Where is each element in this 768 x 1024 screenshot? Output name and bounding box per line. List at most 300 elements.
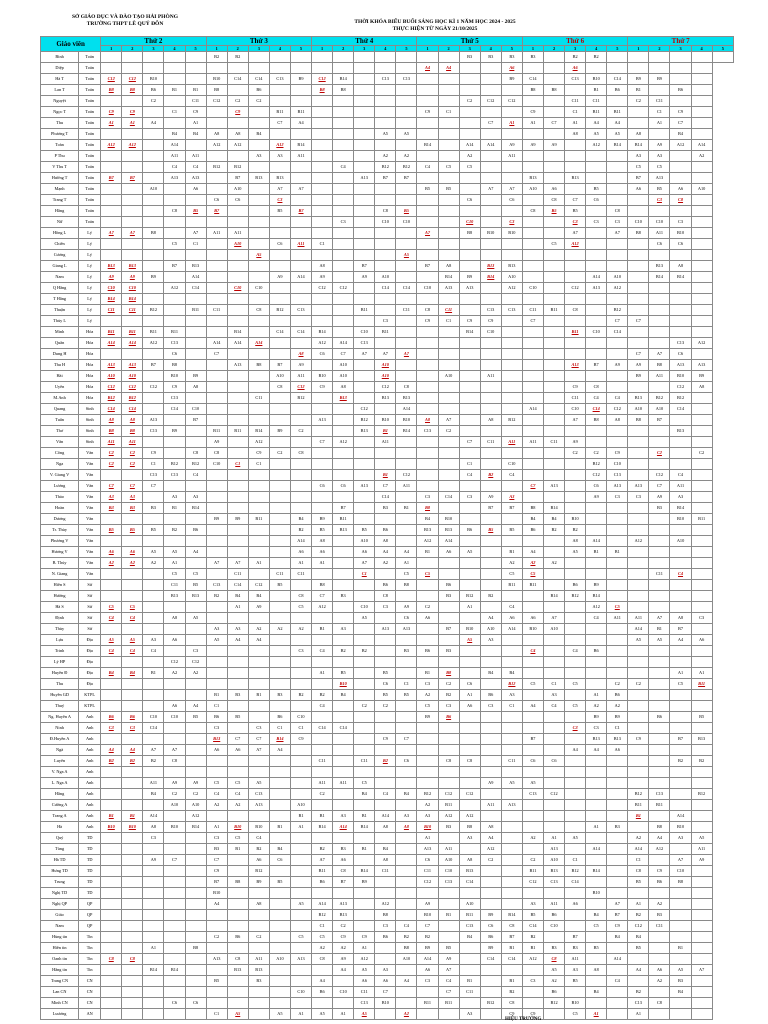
period-cell [480, 756, 501, 767]
period-cell: B4 [628, 932, 649, 943]
period-cell: C11 [543, 437, 564, 448]
period-cell: B7 [333, 877, 354, 888]
period-cell [670, 745, 691, 756]
teacher-name: Trinh [41, 646, 79, 657]
period-cell: A6 [333, 855, 354, 866]
period-cell: A4 [269, 745, 290, 756]
period-cell: C14 [480, 954, 501, 965]
period-cell [101, 668, 122, 679]
period-cell [185, 954, 206, 965]
period-cell [522, 96, 543, 107]
period-cell [670, 316, 691, 327]
period-cell [248, 371, 269, 382]
teacher-row [41, 624, 734, 635]
period-cell: B12 [459, 591, 480, 602]
period-cell: C5 [185, 569, 206, 580]
period-cell: C4 [396, 921, 417, 932]
period-cell [480, 338, 501, 349]
period-cell [628, 668, 649, 679]
period-cell: C4 [501, 602, 522, 613]
period-cell [438, 96, 459, 107]
period-cell [101, 448, 122, 459]
period-cell [459, 844, 480, 855]
period-cell: A9 [185, 778, 206, 789]
period-cell: C6 [333, 481, 354, 492]
period-cell [122, 734, 143, 745]
period-cell: B13 [248, 173, 269, 184]
period-cell: B2 [396, 932, 417, 943]
period-cell [670, 52, 691, 63]
period-cell [206, 811, 227, 822]
period-cell: C7 [206, 855, 227, 866]
period-cell [248, 646, 269, 657]
period-cell: C5 [164, 239, 185, 250]
period-cell [333, 327, 354, 338]
period-cell [459, 635, 480, 646]
period-cell [649, 52, 670, 63]
period-cell: B14 [396, 426, 417, 437]
period-cell [248, 382, 269, 393]
period-cell [122, 85, 143, 96]
teacher-name: Ngà [41, 745, 79, 756]
period-cell: B7 [670, 624, 691, 635]
period-cell [206, 327, 227, 338]
period-cell [438, 613, 459, 624]
period-cell: C6 [649, 239, 670, 250]
teacher-row [41, 514, 734, 525]
period-cell: C14 [375, 283, 396, 294]
period-cell: B4 [333, 690, 354, 701]
period-cell [122, 668, 143, 679]
period-cell [101, 514, 122, 525]
teacher-row [41, 569, 734, 580]
period-cell [565, 712, 586, 723]
period-cell [312, 767, 333, 778]
period-cell [565, 63, 586, 74]
period-cell: A11 [480, 371, 501, 382]
teacher-name: V Thu T [41, 162, 79, 173]
period-cell [354, 162, 375, 173]
period-cell [290, 239, 311, 250]
period-cell [227, 976, 248, 987]
period-cell [312, 459, 333, 470]
period-cell: A8 [375, 822, 396, 833]
period-cell [164, 767, 185, 778]
period-cell [101, 525, 122, 536]
period-cell [122, 657, 143, 668]
period-cell [438, 228, 459, 239]
period-cell [122, 239, 143, 250]
period-cell [649, 305, 670, 316]
period-cell [333, 734, 354, 745]
period-cell: A13 [607, 481, 628, 492]
period-cell [459, 305, 480, 316]
period-cell: B6 [543, 910, 564, 921]
period-cell [354, 228, 375, 239]
period-cell: C12 [375, 382, 396, 393]
teacher-name: Thu H [41, 360, 79, 371]
period-cell: C7 [269, 118, 290, 129]
period-cell [290, 943, 311, 954]
period-cell [586, 371, 607, 382]
changed-class-mark: C14 [592, 406, 600, 411]
period-cell [670, 998, 691, 1009]
period-cell [185, 635, 206, 646]
period-cell: B14 [312, 822, 333, 833]
period-cell: A9 [143, 855, 164, 866]
teacher-name: Nam [41, 272, 79, 283]
period-cell [206, 910, 227, 921]
period-cell: A12 [248, 437, 269, 448]
period-cell: B8 [670, 877, 691, 888]
period-cell [269, 393, 290, 404]
period-cell: B10 [586, 888, 607, 899]
period-cell: A10 [227, 184, 248, 195]
period-cell [185, 206, 206, 217]
subject-name: Hóa [79, 371, 101, 382]
period-cell: B2 [333, 646, 354, 657]
period-cell: B2 [522, 932, 543, 943]
teacher-name: Huyền GD [41, 690, 79, 701]
period-cell [691, 811, 712, 822]
period-cell [670, 910, 691, 921]
period-cell [691, 921, 712, 932]
changed-class-mark: B8 [108, 428, 114, 433]
period-cell: C2 [248, 96, 269, 107]
period-cell [670, 206, 691, 217]
period-cell [164, 250, 185, 261]
period-cell [691, 525, 712, 536]
period-cell [417, 272, 438, 283]
changed-class-mark: B11 [128, 329, 136, 334]
period-cell: C3 [522, 976, 543, 987]
period-cell [607, 657, 628, 668]
period-cell [248, 888, 269, 899]
period-cell: C10 [354, 602, 375, 613]
period-cell [354, 723, 375, 734]
period-cell [269, 613, 290, 624]
period-cell [522, 723, 543, 734]
period-cell: A12 [586, 140, 607, 151]
changed-class-mark: A2 [530, 560, 536, 565]
period-cell [122, 899, 143, 910]
period-cell: B4 [522, 514, 543, 525]
changed-class-mark: A7 [108, 230, 114, 235]
period-cell: B10 [164, 822, 185, 833]
period-cell: A9 [480, 492, 501, 503]
teacher-name: Thủy [41, 624, 79, 635]
period-cell [122, 393, 143, 404]
period-cell: A13 [438, 283, 459, 294]
period-cell [227, 63, 248, 74]
period-cell [164, 833, 185, 844]
period-cell [396, 723, 417, 734]
period-cell [290, 404, 311, 415]
period-cell [333, 228, 354, 239]
period-cell [354, 679, 375, 690]
period-cell [290, 250, 311, 261]
period-cell: A3 [143, 635, 164, 646]
period-cell: A7 [185, 228, 206, 239]
period-cell [649, 756, 670, 767]
period-cell: B12 [565, 591, 586, 602]
period-cell: C1 [649, 107, 670, 118]
period-cell [185, 921, 206, 932]
period-cell [501, 679, 522, 690]
period-cell: C13 [206, 580, 227, 591]
teacher-row [41, 855, 734, 866]
teacher-name: Hồng L [41, 228, 79, 239]
changed-class-mark: A13 [571, 362, 579, 367]
period-cell [227, 998, 248, 1009]
period-cell: B1 [164, 85, 185, 96]
period-cell [543, 635, 564, 646]
period-cell [101, 96, 122, 107]
period-cell: B2 [312, 844, 333, 855]
period-cell [459, 118, 480, 129]
teacher-name: Giáo [41, 910, 79, 921]
period-cell [565, 294, 586, 305]
period-cell: B1 [354, 844, 375, 855]
teacher-name: Luyến [41, 756, 79, 767]
period-cell [396, 877, 417, 888]
period-cell [206, 470, 227, 481]
period-cell [354, 239, 375, 250]
period-cell: C1 [206, 701, 227, 712]
period-cell: A8 [438, 261, 459, 272]
period-cell [375, 371, 396, 382]
changed-class-mark: C14 [107, 406, 115, 411]
period-cell: B3 [543, 943, 564, 954]
teacher-name: Hằng [41, 206, 79, 217]
period-cell [396, 910, 417, 921]
period-cell [480, 734, 501, 745]
period-cell: A11 [522, 437, 543, 448]
period-cell: B7 [375, 173, 396, 184]
period-cell: C2 [227, 96, 248, 107]
period-cell [333, 151, 354, 162]
period-cell [586, 756, 607, 767]
period-cell [143, 877, 164, 888]
period-number: 5 [396, 46, 417, 52]
period-cell: C13 [248, 789, 269, 800]
period-cell: B4 [586, 987, 607, 998]
period-cell: B9 [586, 712, 607, 723]
changed-class-mark: C4 [678, 571, 684, 576]
period-cell [417, 888, 438, 899]
period-cell: A9 [607, 360, 628, 371]
period-cell: C3 [438, 701, 459, 712]
period-cell [290, 756, 311, 767]
teacher-name: P Thu [41, 151, 79, 162]
period-cell: B7 [501, 503, 522, 514]
period-number: 4 [375, 46, 396, 52]
period-cell [143, 800, 164, 811]
period-cell [417, 470, 438, 481]
teacher-name: Thuận [41, 305, 79, 316]
subject-name: Toán [79, 129, 101, 140]
subject-name: Sử [79, 602, 101, 613]
period-cell: B1 [164, 503, 185, 514]
period-cell [438, 569, 459, 580]
period-cell [691, 547, 712, 558]
period-cell: B5 [691, 712, 712, 723]
period-cell [543, 74, 564, 85]
period-cell: B12 [185, 459, 206, 470]
period-cell [396, 448, 417, 459]
period-cell: B4 [670, 987, 691, 998]
period-cell [375, 448, 396, 459]
period-cell [543, 96, 564, 107]
subject-name: Anh [79, 745, 101, 756]
period-cell [354, 855, 375, 866]
period-cell [248, 272, 269, 283]
period-cell [101, 833, 122, 844]
period-cell [101, 910, 122, 921]
period-cell: B10 [480, 228, 501, 239]
period-cell [501, 162, 522, 173]
period-cell [375, 657, 396, 668]
period-cell [417, 382, 438, 393]
period-cell: B6 [269, 712, 290, 723]
period-cell [143, 690, 164, 701]
period-cell [375, 63, 396, 74]
period-cell [586, 404, 607, 415]
period-cell [290, 129, 311, 140]
period-cell [248, 52, 269, 63]
period-cell [670, 327, 691, 338]
period-cell: B10 [459, 624, 480, 635]
period-cell: B14 [333, 74, 354, 85]
period-cell [396, 525, 417, 536]
period-cell [333, 294, 354, 305]
period-cell: C10 [438, 866, 459, 877]
period-cell [333, 448, 354, 459]
period-cell [290, 833, 311, 844]
period-cell [227, 525, 248, 536]
teacher-row [41, 63, 734, 74]
period-cell [164, 932, 185, 943]
period-cell: A8 [628, 129, 649, 140]
teacher-row [41, 272, 734, 283]
period-cell [122, 756, 143, 767]
period-cell [375, 85, 396, 96]
period-cell [164, 294, 185, 305]
period-cell: B14 [248, 426, 269, 437]
teacher-name: Quý [41, 833, 79, 844]
period-cell: C4 [501, 470, 522, 481]
subject-name: Văn [79, 481, 101, 492]
period-cell [101, 580, 122, 591]
teacher-row [41, 954, 734, 965]
period-cell [269, 657, 290, 668]
period-cell [122, 162, 143, 173]
period-cell: A3 [227, 624, 248, 635]
period-cell [185, 316, 206, 327]
period-cell [459, 250, 480, 261]
period-cell [649, 283, 670, 294]
period-cell [396, 338, 417, 349]
period-cell: C5 [670, 679, 691, 690]
changed-class-mark: A2 [129, 560, 135, 565]
period-cell: C6 [396, 613, 417, 624]
period-cell [565, 778, 586, 789]
period-cell: C8 [586, 382, 607, 393]
teacher-row [41, 921, 734, 932]
teacher-name: Toàn [41, 140, 79, 151]
period-cell: A7 [438, 965, 459, 976]
period-cell: C14 [459, 877, 480, 888]
period-cell: C14 [565, 877, 586, 888]
period-cell [670, 602, 691, 613]
period-cell: A6 [227, 745, 248, 756]
period-cell [185, 855, 206, 866]
period-cell [480, 470, 501, 481]
period-cell [143, 536, 164, 547]
period-cell: A3 [417, 811, 438, 822]
period-cell: C3 [143, 833, 164, 844]
period-cell [227, 1009, 248, 1020]
period-cell [290, 921, 311, 932]
period-cell [290, 206, 311, 217]
period-cell: B9 [501, 74, 522, 85]
period-cell: A5 [565, 833, 586, 844]
period-cell [143, 294, 164, 305]
period-cell [101, 723, 122, 734]
period-cell [185, 877, 206, 888]
period-cell [269, 943, 290, 954]
changed-class-mark: B1 [108, 813, 114, 818]
changed-class-mark: C4 [530, 648, 536, 653]
teacher-row [41, 459, 734, 470]
period-cell [354, 206, 375, 217]
period-cell [248, 404, 269, 415]
period-cell [396, 822, 417, 833]
changed-class-mark: C12 [318, 76, 326, 81]
changed-class-mark: A13 [128, 362, 136, 367]
teacher-row [41, 481, 734, 492]
period-cell [354, 591, 375, 602]
period-cell: B12 [354, 415, 375, 426]
period-cell: A8 [480, 822, 501, 833]
period-cell: B5 [417, 184, 438, 195]
period-cell: A12 [691, 338, 712, 349]
period-cell [543, 668, 564, 679]
period-cell: A1 [290, 558, 311, 569]
period-cell [417, 734, 438, 745]
changed-class-mark: C2 [108, 450, 114, 455]
period-cell: B10 [417, 910, 438, 921]
changed-class-mark: C10 [128, 285, 136, 290]
period-cell [691, 888, 712, 899]
changed-class-mark: C10 [234, 285, 242, 290]
period-cell: B8 [649, 822, 670, 833]
period-cell: C5 [649, 162, 670, 173]
period-cell [607, 349, 628, 360]
period-cell [227, 646, 248, 657]
period-cell [396, 492, 417, 503]
period-cell: B13 [501, 261, 522, 272]
period-number: 1 [206, 46, 227, 52]
changed-class-mark: B10 [234, 824, 242, 829]
changed-class-mark: A6 [572, 65, 578, 70]
period-cell: A11 [248, 954, 269, 965]
period-cell: B4 [543, 514, 564, 525]
subject-name: Anh [79, 800, 101, 811]
period-cell [501, 536, 522, 547]
period-cell: A8 [164, 613, 185, 624]
period-cell [522, 668, 543, 679]
